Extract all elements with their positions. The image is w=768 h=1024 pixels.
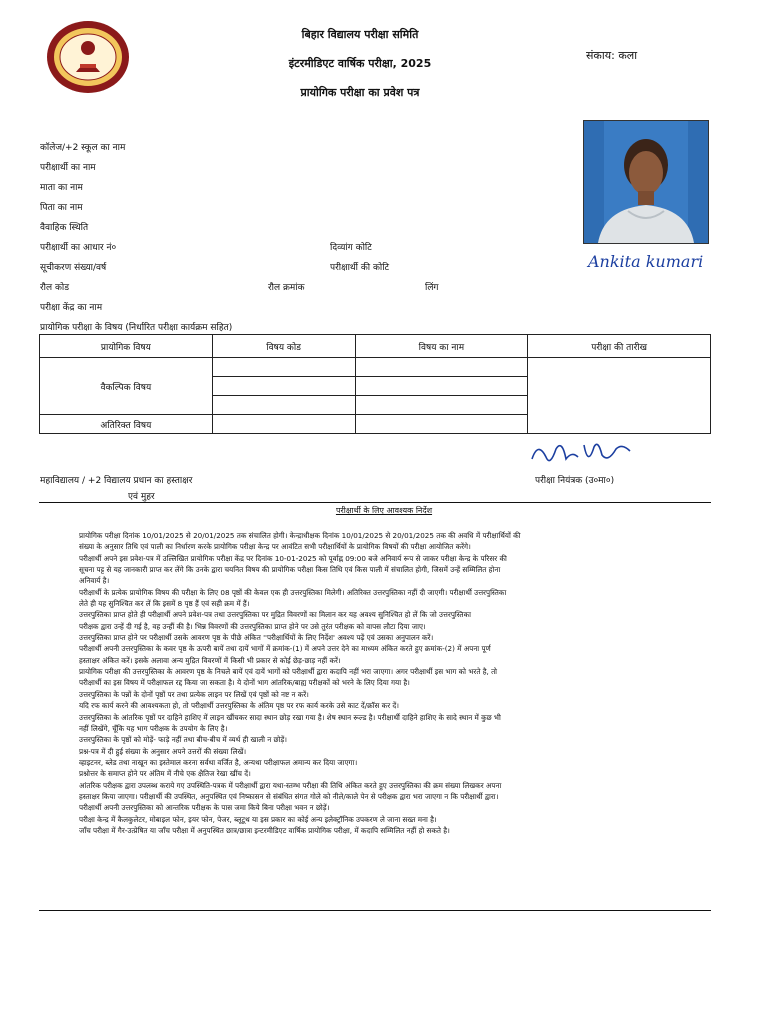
instruction-line: जाँच परीक्षा में गैर-उत्प्रेषित या जाँच परीक्षा में अनुपस्थित छात्र/छात्रा इन्टरमीडिएट वार्षिक प्रायोगिक परीक्षा, में कदापि सम्मिलित नहीं हो सकते है। xyxy=(79,825,450,835)
table-header-subject-name: विषय का नाम xyxy=(355,335,528,358)
college-label: कॉलेज/+2 स्कूल का नाम xyxy=(40,143,126,153)
instruction-line: सूचना पट्ट से यह जानकारी प्राप्त कर लेंगे कि उनके द्वारा चयनित विषय की प्रायोगिक परीक्षा किस तिथि एवं किस पाली में संचालित होगी, जिसमें उन्हें सम्मिलित होना xyxy=(79,565,501,575)
principal-signature-label: महाविद्यालय / +2 विद्यालय प्रधान का हस्ताक्षर xyxy=(40,476,193,486)
subjects-table xyxy=(39,334,711,434)
controller-label: परीक्षा नियंत्रक (उ०मा०) xyxy=(535,476,615,486)
instruction-line: संख्या के अनुसार तिथि एवं पाली का निर्धारण करके प्रायोगिक परीक्षा केन्द्र पर आवंटित सभी परीक्षार्थियों के प्रायोगिक विषयों की परीक्षा आयोजित करेंगे। xyxy=(79,542,471,552)
instruction-line: उत्तरपुस्तिका के पन्नों के दोनों पृष्ठों पर तथा प्रत्येक लाइन पर लिखें एवं पृष्ठों को नष्ट न करें। xyxy=(79,689,309,699)
instruction-line: आंतरिक परीक्षक द्वारा उपलब्ध कराये गए उपस्थिति-पत्रक में परीक्षार्थी द्वारा यथा-स्तम्भ परीक्षा की तिथि अंकित करते हुए उत्तरपुस्तिका की क्रम संख्या लिखकर अपना xyxy=(79,780,502,790)
bseb-logo xyxy=(46,20,130,94)
disability-label: दिव्यांग कोटि xyxy=(330,243,372,253)
instruction-line: अनिवार्य है। xyxy=(79,576,110,586)
instructions-list xyxy=(79,530,709,836)
instruction-line: परीक्षार्थी अपनी उत्तरपुस्तिका के कवर पृष्ठ के ऊपरी बायें तथा दायें भागों में क्रमांक-(1) में अपने उत्तर देने का माध्यम अंकित करते हुए क्रमांक-(2) में अपना पूर्ण xyxy=(79,644,491,654)
instruction-line: हस्ताक्षर अंकित करें। इसके अलावा अन्य मुद्रित विवरणों में किसी भी प्रकार से कोई छेड़-छाड़ नहीं करें। xyxy=(79,655,341,665)
instruction-line: उत्तरपुस्तिका के पृष्ठों को मोड़ें- फाड़े नहीं तथा बीच-बीच में व्यर्थ ही खाली न छोड़ें। xyxy=(79,735,287,745)
instruction-line: परीक्षार्थी के प्रत्येक प्रायोगिक विषय की परीक्षा के लिए 08 पृष्ठों की केवल एक ही उत्तरपुस्तिका मिलेगी। अतिरिक्त उत्तरपुस्तिका नहीं दी जाएगी। परीक्षार्थी उत्तरपुस्तिका xyxy=(79,587,507,597)
document-title: प्रायोगिक परीक्षा का प्रवेश पत्र xyxy=(300,86,420,99)
father-name-label: पिता का नाम xyxy=(40,203,83,213)
table-cell xyxy=(212,396,355,415)
table-cell xyxy=(212,358,355,377)
instruction-line: उत्तरपुस्तिका प्राप्त होने पर परीक्षार्थी उसके आवरण पृष्ठ के पीछे अंकित ''परीक्षार्थियों के लिए निर्देश' अवश्य पढ़ें एवं उसका अनुपालन करें। xyxy=(79,633,434,643)
principal-seal-label: एवं मुहर xyxy=(128,492,155,502)
category-label: परीक्षार्थी की कोटि xyxy=(330,263,390,273)
instruction-line: परीक्षा केन्द्र में कैलकुलेटर, मोबाइल फोन, इयर फोन, पेजर, ब्लूटूथ या इस प्रकार का कोई अन्य इलेक्ट्रॉनिक उपकरण ले जाना सख्त मना है। xyxy=(79,814,437,824)
instruction-line: नहीं लिखेंगे, चूँकि यह भाग परीक्षक के उपयोग के लिए है। xyxy=(79,723,228,733)
divider-top xyxy=(39,502,711,503)
instruction-line: परीक्षार्थी अपने इस प्रवेश-पत्र में उल्लिखित प्रायोगिक परीक्षा केंद्र पर दिनांक 10-01-2025 को पूर्वाह्न 09:00 बजे अनिवार्य रूप से जाकर परीक्षा केन्द्र के परिसर की xyxy=(79,553,507,563)
candidate-signature: Ankita kumari xyxy=(588,252,704,271)
instruction-line: हस्ताक्षर किया जाएगा। परीक्षार्थी की उपस्थित, अनुपस्थित एवं निष्कासन से संबंधित संगत गोले को नीले/काले पेन से परीक्षक द्वारा भरा जाएगा न कि परीक्षार्थी द्वारा। xyxy=(79,791,499,801)
instruction-line: प्रायोगिक परीक्षा की उत्तरपुस्तिका के आवरण पृष्ठ के निचले बायें एवं दायें भागों को परीक्षार्थी द्वारा कदापि नहीं भरा जाएगा। अगर परीक्षार्थी इस भाग को भरते है, तो xyxy=(79,667,498,677)
marital-status-label: वैवाहिक स्थिति xyxy=(40,223,89,233)
registration-label: सूचीकरण संख्या/वर्ष xyxy=(40,263,107,273)
instruction-line: परीक्षार्थी अपनी उत्तरपुस्तिका को आन्तरिक परीक्षक के पास जमा किये बिना परीक्षा भवन न छोड़ें। xyxy=(79,803,330,813)
aadhaar-label: परीक्षार्थी का आधार नं० xyxy=(40,243,117,253)
additional-subject-label: अतिरिक्त विषय xyxy=(40,415,213,434)
mother-name-label: माता का नाम xyxy=(40,183,83,193)
candidate-photo xyxy=(583,120,709,244)
instruction-line: प्रश्नोत्तर के समाप्त होने पर अंतिम में नीचे एक क्षैतिज रेखा खींच दें। xyxy=(79,769,251,779)
roll-code-label: रौल कोड xyxy=(40,283,70,293)
table-cell xyxy=(355,377,528,396)
instruction-line: व्हाइटनर, ब्लेड तथा नाखून का इस्तेमाल करना सर्वथा वर्जित है, अन्यथा परीक्षाफल अमान्य कर दिया जाएगा। xyxy=(79,757,358,767)
table-header-subject-code: विषय कोड xyxy=(212,335,355,358)
roll-number-label: रौल क्रमांक xyxy=(268,283,305,293)
instruction-line: परीक्षार्थी का इस विषय में परीक्षाफल रद्द किया जा सकता है। ये दोनों भाग आंतरिक/बाह्य परीक्षकों को भरने के लिए दिया गया है। xyxy=(79,678,410,688)
instruction-line: यदि रफ कार्य करने की आवश्यकता हो, तो परीक्षार्थी उत्तरपुस्तिका के अंतिम पृष्ठ पर रफ कार्य करके उसे काट दें/क्रॉस कर दें। xyxy=(79,701,399,711)
instruction-line: परीक्षक द्वारा उन्हें दी गई है, वह उन्हीं की है। भिन्न विवरणों की उत्तरपुस्तिका प्राप्त होने पर उसे तुरंत परीक्षक को वापस लौटा दिया जाए। xyxy=(79,621,426,631)
instruction-line: उत्तरपुस्तिका के आंतरिक पृष्ठों पर दाहिने हाशिए में लाइन खींचकर सादा स्थान छोड़ रखा गया है। शेष स्थान रूल्ड है। परीक्षार्थी दाहिने हाशिए के सादे स्थान में कुछ भी xyxy=(79,712,501,722)
controller-signature xyxy=(528,437,634,475)
instruction-line: प्रायोगिक परीक्षा दिनांक 10/01/2025 से 20/01/2025 तक संचालित होगी। केन्द्राधीक्षक दिनांक 10/01/2025 से 20/01/2025 तक की अवधि में परीक्षार्थियों की xyxy=(79,531,521,540)
table-header-subject-type: प्रायोगिक विषय xyxy=(40,335,213,358)
exam-title: इंटरमीडिएट वार्षिक परीक्षा, 2025 xyxy=(288,57,432,70)
gender-label: लिंग xyxy=(425,283,439,293)
table-cell xyxy=(355,415,528,434)
candidate-name-label: परीक्षार्थी का नाम xyxy=(40,163,96,173)
table-cell xyxy=(355,396,528,415)
instruction-line: प्रश्न-पत्र में दी हुई संख्या के अनुसार अपने उत्तरों की संख्या लिखें। xyxy=(79,746,247,756)
board-name: बिहार विद्यालय परीक्षा समिति xyxy=(301,28,419,41)
optional-subject-label: वैकल्पिक विषय xyxy=(40,358,213,415)
instructions-title: परीक्षार्थी के लिए आवश्यक निर्देश xyxy=(335,506,433,515)
divider-bottom xyxy=(39,910,711,911)
table-cell xyxy=(355,358,528,377)
table-cell xyxy=(212,377,355,396)
centre-label: परीक्षा केंद्र का नाम xyxy=(40,303,103,313)
subjects-heading: प्रायोगिक परीक्षा के विषय (निर्धारित परीक्षा कार्यक्रम सहित) xyxy=(40,323,233,333)
instruction-line: लेते ही यह सुनिश्चित कर लें कि इसमें 8 पृष्ठ हैं एवं सही क्रम में हैं। xyxy=(79,599,250,609)
table-cell xyxy=(528,358,711,434)
table-cell xyxy=(212,415,355,434)
table-header-exam-date: परीक्षा की तारीख xyxy=(528,335,711,358)
instruction-line: उत्तरपुस्तिका प्राप्त होते ही परीक्षार्थी अपने प्रवेश-पत्र तथा उत्तरपुस्तिका पर मुद्रित विवरणों का मिलान कर यह अवश्य सुनिश्चित हो लें कि जो उत्तरपुस्तिका xyxy=(79,610,472,620)
faculty-label: संकाय: कला xyxy=(586,49,638,62)
